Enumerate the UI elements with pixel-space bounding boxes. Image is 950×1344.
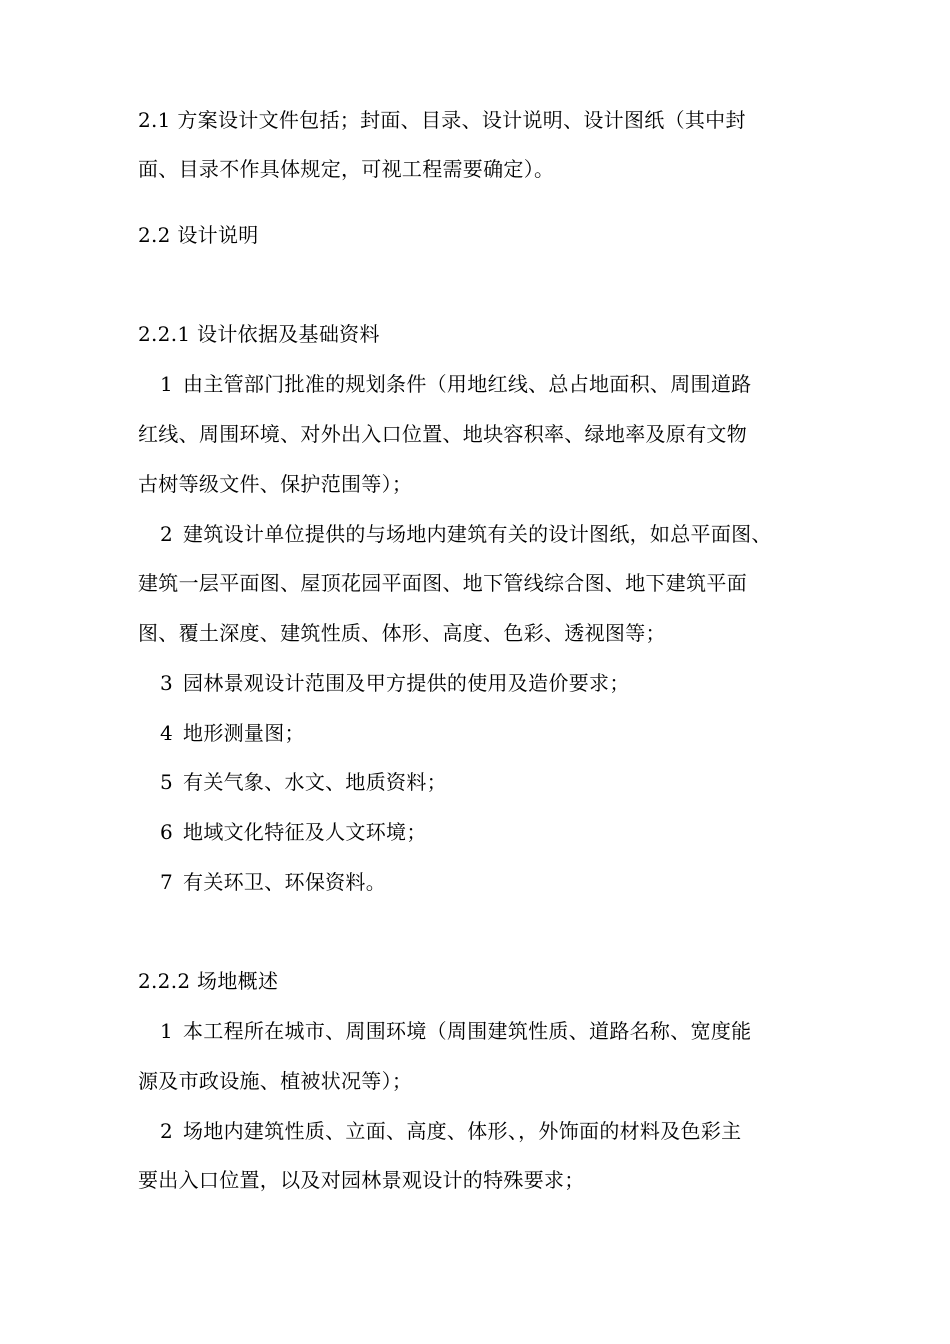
list-item-4 (160, 720, 305, 746)
list-item-2 (160, 521, 772, 547)
list-item-text: 有关环卫、环保资料。 (183, 870, 387, 894)
list-item-5 (160, 769, 447, 795)
list-item-number: 5 (160, 770, 174, 794)
list-item-6 (160, 819, 427, 845)
list-item-number: 3 (160, 671, 174, 695)
list-item-text: 地形测量图； (183, 721, 305, 745)
list-item-2-line-2: 建筑一层平面图、屋顶花园平面图、地下管线综合图、地下建筑平面 (138, 571, 747, 595)
list-item-3 (160, 670, 630, 696)
list-item-number: 1 (160, 1019, 174, 1043)
site-item-1 (160, 1018, 751, 1044)
list-item-number: 6 (160, 820, 174, 844)
list-item-text: 本工程所在城市、周围环境（周围建筑性质、道路名称、宽度能 (183, 1019, 752, 1043)
site-item-2 (160, 1118, 741, 1144)
list-item-number: 2 (160, 522, 174, 546)
list-item-text: 由主管部门批准的规划条件（用地红线、总占地面积、周围道路 (183, 372, 752, 396)
section-2-2-heading: 2.2 设计说明 (138, 223, 259, 247)
list-item-2-line-3: 图、覆土深度、建筑性质、体形、高度、色彩、透视图等； (138, 621, 666, 645)
section-2-2-1-heading: 2.2.1 设计依据及基础资料 (138, 322, 380, 346)
list-item-text: 园林景观设计范围及甲方提供的使用及造价要求； (183, 671, 630, 695)
paragraph-2-1-line-2: 面、目录不作具体规定，可视工程需要确定）。 (138, 157, 555, 181)
list-item-number: 4 (160, 721, 174, 745)
list-item-1-line-3: 古树等级文件、保护范围等）； (138, 472, 413, 496)
section-2-2-2-heading: 2.2.2 场地概述 (138, 969, 279, 993)
list-item-7 (160, 869, 386, 895)
list-item-text: 建筑设计单位提供的与场地内建筑有关的设计图纸，如总平面图、 (183, 522, 772, 546)
list-item-number: 2 (160, 1119, 174, 1143)
list-item-number: 1 (160, 372, 174, 396)
list-item-number: 7 (160, 870, 174, 894)
list-item-1 (160, 371, 751, 397)
list-item-text: 场地内建筑性质、立面、高度、体形、，外饰面的材料及色彩主 (183, 1119, 742, 1143)
list-item-text: 有关气象、水文、地质资料； (183, 770, 447, 794)
list-item-text: 地域文化特征及人文环境； (183, 820, 427, 844)
site-item-1-line-2: 源及市政设施、植被状况等）； (138, 1069, 413, 1093)
site-item-2-line-2: 要出入口位置，以及对园林景观设计的特殊要求； (138, 1168, 585, 1192)
paragraph-2-1-line-1: 2.1 方案设计文件包括；封面、目录、设计说明、设计图纸（其中封 (138, 108, 746, 132)
list-item-1-line-2: 红线、周围环境、对外出入口位置、地块容积率、绿地率及原有文物 (138, 422, 747, 446)
